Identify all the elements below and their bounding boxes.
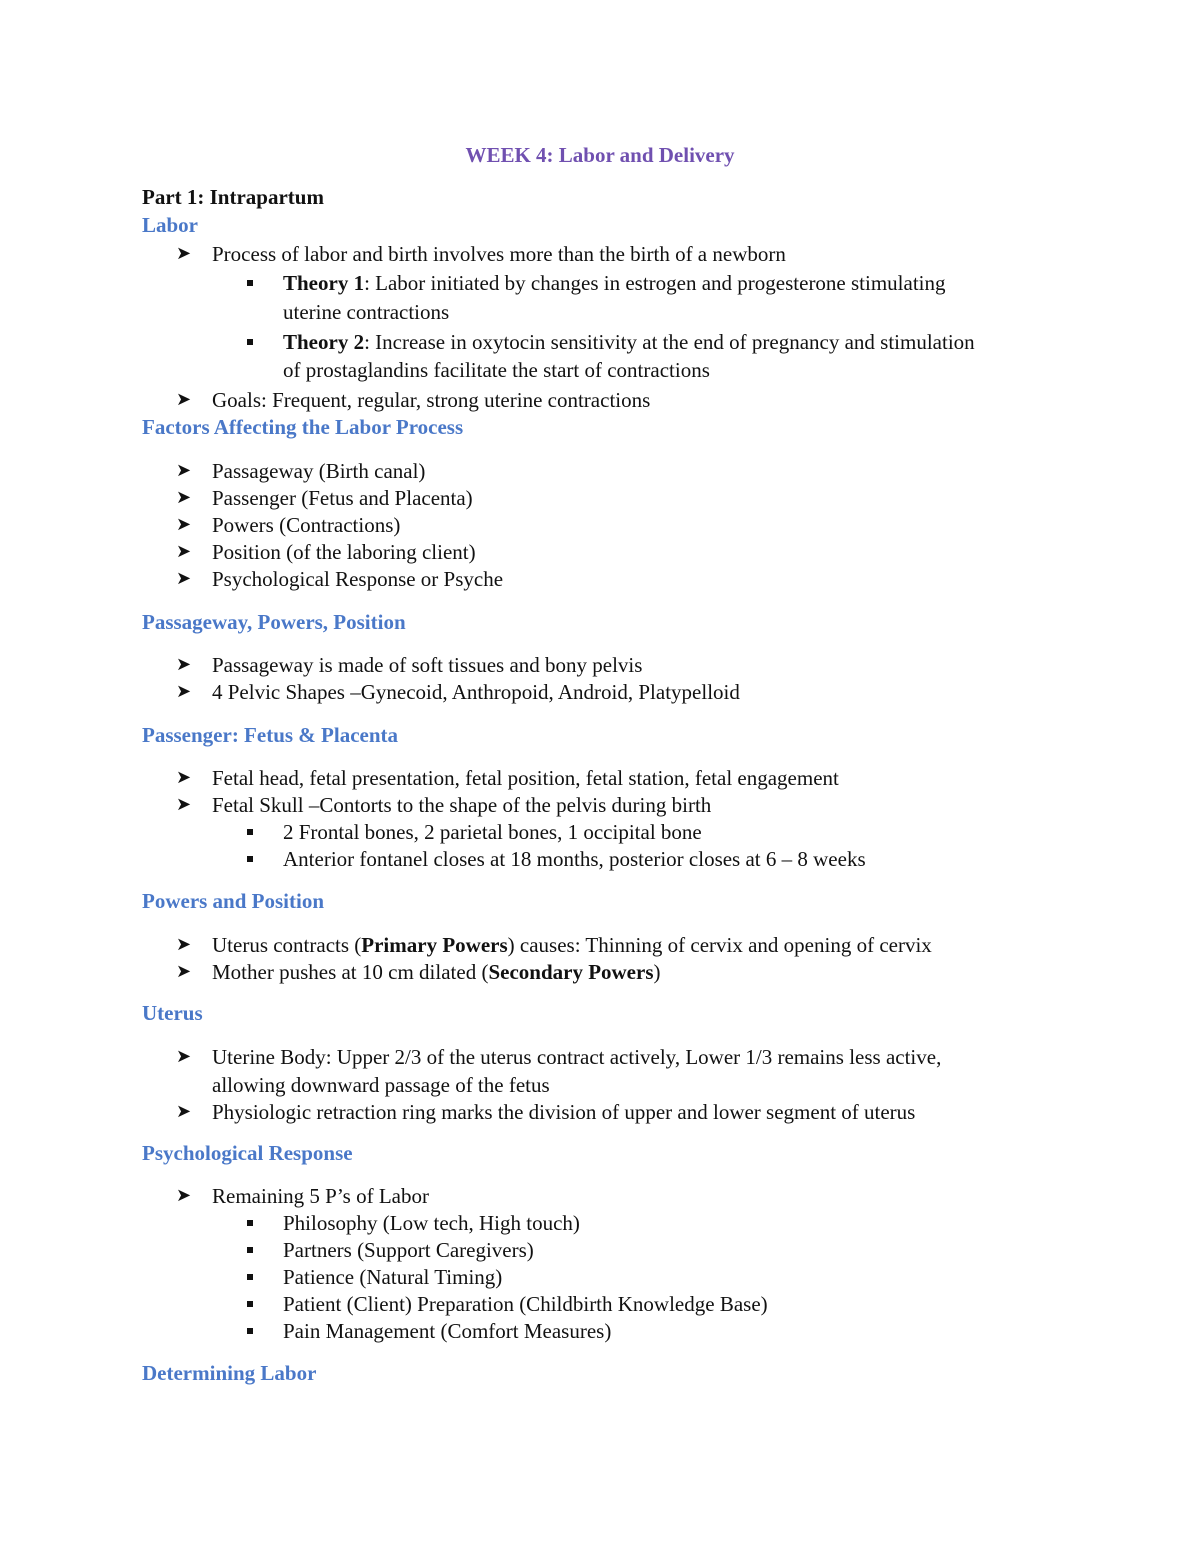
section-powers: Powers and Position	[142, 889, 325, 913]
square-bullet-icon	[247, 1328, 253, 1334]
section-determining: Determining Labor	[142, 1361, 317, 1385]
square-bullet-icon	[247, 280, 253, 286]
square-bullet-icon	[247, 1220, 253, 1226]
square-bullet-icon	[247, 1301, 253, 1307]
psych-sub-item: Patient (Client) Preparation (Childbirth Knowledge Base)	[283, 1292, 768, 1316]
arrowhead-bullet-icon: ➤	[176, 487, 192, 507]
labor-theory-1-cont: uterine contractions	[283, 300, 450, 324]
square-bullet-icon	[247, 856, 253, 862]
arrowhead-bullet-icon: ➤	[176, 934, 192, 954]
powers-b1-pre: Uterus contracts (	[212, 933, 362, 957]
labor-bullet-1: Process of labor and birth involves more than the birth of a newborn	[212, 242, 786, 266]
theory-1-label: Theory 1	[283, 271, 365, 295]
powers-b2-pre: Mother pushes at 10 cm dilated (	[212, 960, 489, 984]
theory-1-text: : Labor initiated by changes in estrogen and progesterone stimulating	[364, 271, 946, 295]
arrowhead-bullet-icon: ➤	[176, 1101, 192, 1121]
arrowhead-bullet-icon: ➤	[176, 961, 192, 981]
document-title: WEEK 4: Labor and Delivery	[465, 143, 735, 167]
arrowhead-bullet-icon: ➤	[176, 1046, 192, 1066]
section-psych: Psychological Response	[142, 1141, 353, 1165]
factors-item: Passenger (Fetus and Placenta)	[212, 486, 473, 510]
arrowhead-bullet-icon: ➤	[176, 794, 192, 814]
section-passageway: Passageway, Powers, Position	[142, 610, 406, 634]
factors-item: Powers (Contractions)	[212, 513, 401, 537]
labor-theory-2	[283, 328, 975, 356]
passageway-item: Passageway is made of soft tissues and bony pelvis	[212, 653, 643, 677]
psych-sub-item: Philosophy (Low tech, High touch)	[283, 1211, 580, 1235]
passenger-bullet-1: Fetal head, fetal presentation, fetal position, fetal station, fetal engagement	[212, 766, 839, 790]
factors-item: Passageway (Birth canal)	[212, 459, 426, 483]
section-factors: Factors Affecting the Labor Process	[142, 415, 464, 439]
primary-powers-label: Primary Powers	[361, 933, 508, 957]
arrowhead-bullet-icon: ➤	[176, 681, 192, 701]
theory-2-label: Theory 2	[283, 330, 365, 354]
secondary-powers-label: Secondary Powers	[488, 960, 654, 984]
arrowhead-bullet-icon: ➤	[176, 654, 192, 674]
powers-b2-post: )	[653, 960, 661, 984]
uterus-bullet-1: Uterine Body: Upper 2/3 of the uterus contract actively, Lower 1/3 remains less active,	[212, 1045, 942, 1069]
part-heading: Part 1: Intrapartum	[142, 185, 324, 209]
theory-2-text: : Increase in oxytocin sensitivity at the end of pregnancy and stimulation	[364, 330, 975, 354]
psych-sub-item: Patience (Natural Timing)	[283, 1265, 503, 1289]
arrowhead-bullet-icon: ➤	[176, 1185, 192, 1205]
uterus-bullet-2: Physiologic retraction ring marks the division of upper and lower segment of uterus	[212, 1100, 916, 1124]
psych-sub-item: Pain Management (Comfort Measures)	[283, 1319, 612, 1343]
passenger-bullet-2: Fetal Skull –Contorts to the shape of the pelvis during birth	[212, 793, 712, 817]
section-passenger: Passenger: Fetus & Placenta	[142, 723, 399, 747]
square-bullet-icon	[247, 1274, 253, 1280]
square-bullet-icon	[247, 1247, 253, 1253]
arrowhead-bullet-icon: ➤	[176, 541, 192, 561]
passageway-item: 4 Pelvic Shapes –Gynecoid, Anthropoid, Android, Platypelloid	[212, 680, 740, 704]
section-uterus: Uterus	[142, 1001, 203, 1025]
square-bullet-icon	[247, 339, 253, 345]
powers-bullet-1	[212, 931, 932, 959]
labor-theory-2-cont: of prostaglandins facilitate the start of contractions	[283, 358, 710, 382]
factors-item: Position (of the laboring client)	[212, 540, 476, 564]
powers-bullet-2	[212, 958, 661, 986]
factors-item: Psychological Response or Psyche	[212, 567, 504, 591]
arrowhead-bullet-icon: ➤	[176, 243, 192, 263]
arrowhead-bullet-icon: ➤	[176, 514, 192, 534]
passenger-sub-1: 2 Frontal bones, 2 parietal bones, 1 occipital bone	[283, 820, 702, 844]
psych-bullet-1: Remaining 5 P’s of Labor	[212, 1184, 429, 1208]
square-bullet-icon	[247, 829, 253, 835]
labor-bullet-2: Goals: Frequent, regular, strong uterine contractions	[212, 388, 651, 412]
arrowhead-bullet-icon: ➤	[176, 389, 192, 409]
arrowhead-bullet-icon: ➤	[176, 460, 192, 480]
psych-sub-item: Partners (Support Caregivers)	[283, 1238, 534, 1262]
arrowhead-bullet-icon: ➤	[176, 767, 192, 787]
labor-theory-1	[283, 269, 946, 297]
section-labor: Labor	[142, 213, 199, 237]
powers-b1-post: ) causes: Thinning of cervix and opening of cervix	[507, 933, 932, 957]
arrowhead-bullet-icon: ➤	[176, 568, 192, 588]
uterus-bullet-1-cont: allowing downward passage of the fetus	[212, 1073, 550, 1097]
passenger-sub-2: Anterior fontanel closes at 18 months, posterior closes at 6 – 8 weeks	[283, 847, 866, 871]
